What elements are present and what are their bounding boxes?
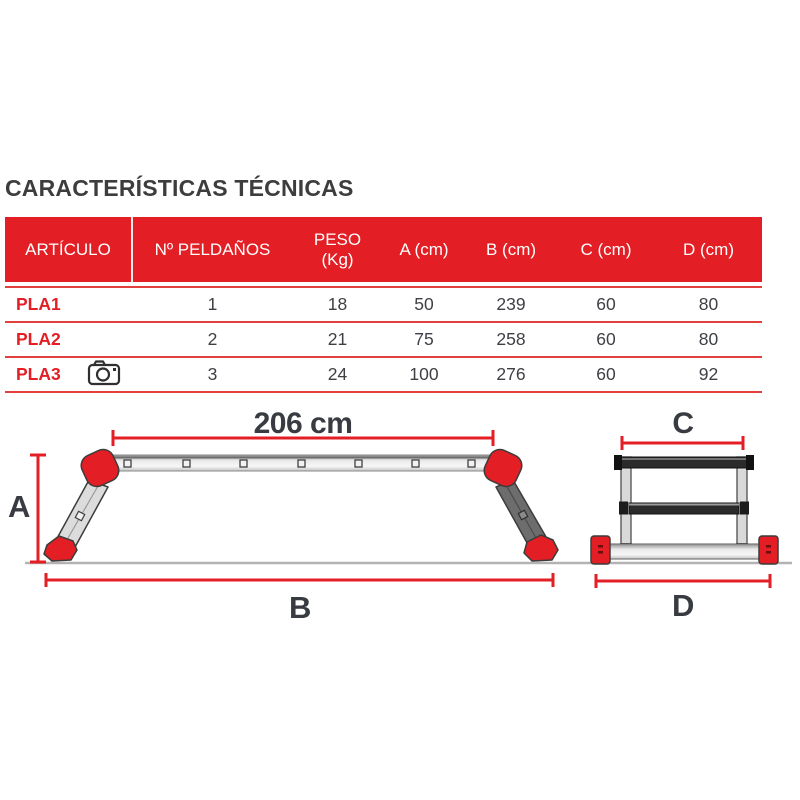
- header-dim-c: C (cm): [580, 239, 632, 259]
- header-dim-b: B (cm): [485, 239, 537, 259]
- front-width-dim-label: C: [672, 407, 694, 440]
- steps-cell: 3: [207, 364, 218, 384]
- front-base-dim-label: D: [672, 588, 694, 623]
- article-code: PLA3: [16, 364, 61, 384]
- dim-b-cell: 276: [496, 364, 526, 384]
- table-row: [5, 286, 762, 323]
- table-row: [5, 358, 762, 393]
- article-cell: [5, 359, 133, 391]
- dim-a-cell: 50: [414, 294, 434, 314]
- dim-d-cell: 80: [698, 329, 719, 349]
- weight-cell: 24: [327, 364, 348, 384]
- front-top-platform: [614, 455, 754, 470]
- article-cell: [5, 294, 133, 315]
- header-weight-line2: (Kg): [321, 249, 354, 269]
- dim-a-cell: 75: [414, 329, 434, 349]
- dim-b-cell: 258: [496, 329, 526, 349]
- header-weight: [292, 217, 383, 282]
- right-hinge: [481, 446, 526, 490]
- header-steps: Nº PELDAÑOS: [154, 239, 271, 259]
- header-dim-a: A (cm): [399, 239, 449, 259]
- dimension-diagram: [0, 395, 800, 627]
- dim-c-cell: 60: [596, 294, 616, 314]
- table-header-row: [5, 217, 762, 282]
- article-cell: [5, 329, 133, 350]
- table-row: [5, 323, 762, 358]
- weight-cell: 21: [327, 329, 348, 349]
- dim-c-cell: 60: [596, 364, 616, 384]
- platform-length-label: 206 cm: [253, 407, 353, 440]
- weight-cell: 18: [327, 294, 348, 314]
- dim-a-cell: 100: [409, 364, 439, 384]
- left-hinge: [78, 446, 123, 490]
- dim-c-cell: 60: [596, 329, 616, 349]
- front-middle-step: [619, 502, 749, 515]
- article-code: PLA1: [16, 294, 61, 314]
- dim-d-cell: 92: [698, 364, 719, 384]
- side-view: [8, 407, 558, 625]
- front-left-foot: [591, 536, 610, 564]
- page-title: CARACTERÍSTICAS TÉCNICAS: [5, 175, 354, 201]
- platform-beam: [110, 455, 493, 471]
- base-width-dim-label: B: [289, 590, 311, 625]
- header-article: ARTÍCULO: [5, 217, 133, 282]
- specs-table: [5, 217, 762, 393]
- dim-d-cell: 80: [698, 294, 719, 314]
- front-base-bar: [607, 544, 763, 559]
- steps-cell: 2: [207, 329, 218, 349]
- article-code: PLA2: [16, 329, 61, 349]
- camera-icon[interactable]: [87, 359, 121, 391]
- front-view: [591, 407, 778, 623]
- header-dim-d: D (cm): [683, 239, 734, 259]
- table-body: [5, 286, 762, 393]
- steps-cell: 1: [207, 294, 218, 314]
- dim-b-cell: 239: [496, 294, 526, 314]
- header-weight-line1: PESO: [313, 229, 362, 249]
- height-dim-label: A: [8, 489, 30, 524]
- front-right-foot: [759, 536, 778, 564]
